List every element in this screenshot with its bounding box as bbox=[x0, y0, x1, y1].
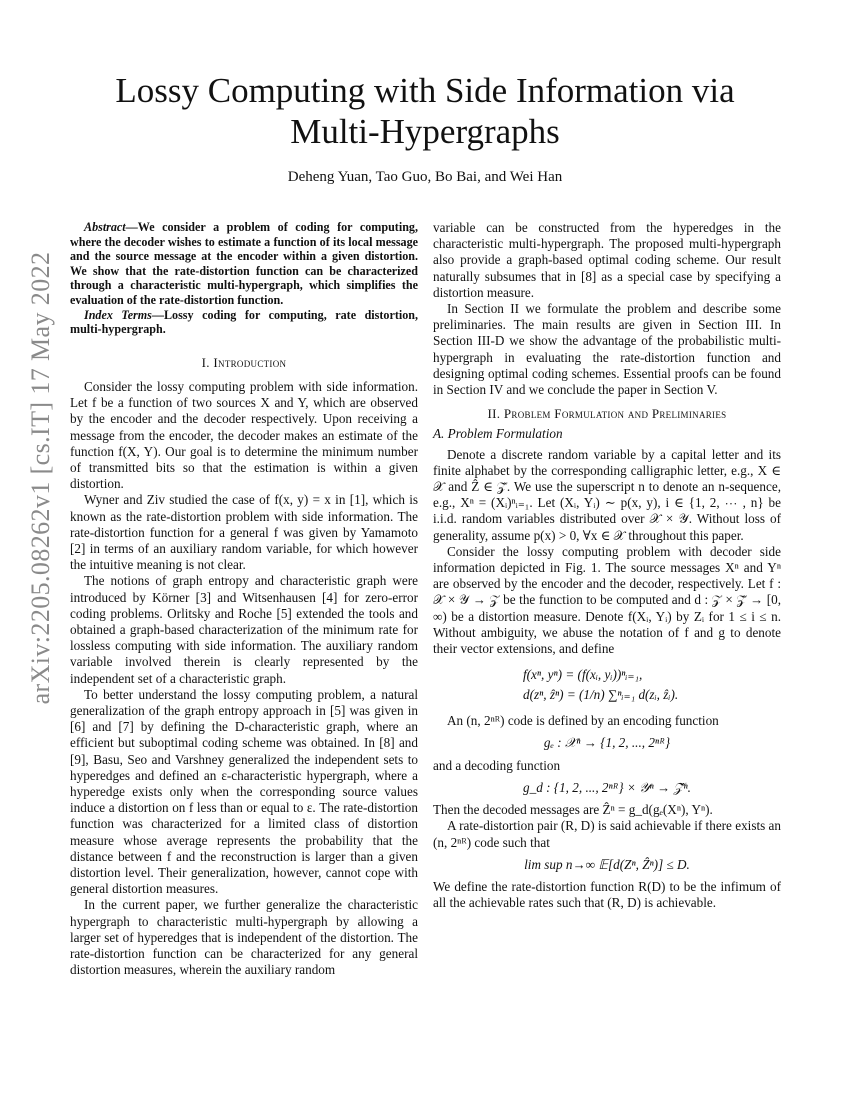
abstract bbox=[70, 220, 418, 308]
right-paragraph-2: In Section II we formulate the problem and describe some preliminaries. The main results are given in Section III. In Section III-D we show the advantage of the probabilistic multi-hypergraph in evaluating the rate-distortion function and designing optimal coding schemes. Essential proofs can be found in Section IV and we conclude the paper in Section V. bbox=[433, 301, 781, 398]
abstract-label: Abstract bbox=[84, 220, 126, 234]
intro-paragraph-3: The notions of graph entropy and characteristic graph were introduced by Körner [3] and Witsenhausen [4] for zero-error coding problems. Orlitsky and Roche [5] extended the tools and obtained a graph-based characterization of the minimum rate for lossless computing with side information. The auxiliary random variable involved therein is clearly represented by the independent set of a characteristic graph. bbox=[70, 573, 418, 686]
intro-paragraph-1: Consider the lossy computing problem with side information. Let f be a function of two sources X and Y, which are observed by the encoder and the decoder respectively. Upon receiving a message from the encoder, the decoder makes an estimate of the function f(X, Y). Our goal is to determine the minimum number of transmitted bits so that the estimation is within a given distortion. bbox=[70, 378, 418, 492]
right-paragraph-9: We define the rate-distortion function R(D) to be the infimum of all the achievable rates such that (R, D) is achievable. bbox=[433, 878, 781, 911]
title-line-1: Lossy Computing with Side Information via bbox=[115, 71, 735, 110]
left-column bbox=[70, 220, 418, 978]
section-heading-introduction: I. Introduction bbox=[201, 354, 287, 370]
right-paragraph-6: and a decoding function bbox=[433, 757, 561, 773]
title-line-2: Multi-Hypergraphs bbox=[290, 112, 560, 151]
section-heading-problem-formulation: II. Problem Formulation and Preliminaries bbox=[487, 406, 727, 422]
right-paragraph-3: Denote a discrete random variable by a capital letter and its finite alphabet by the corresponding calligraphic letter, e.g., X ∈ 𝒳 and Ẑ ∈ 𝒵̂. We use the superscript n to denote an n-sequence, e.g., Xⁿ = (Xᵢ)ⁿᵢ₌₁. Let (Xᵢ, Yᵢ) ∼ p(x, y), i ∈ {1, 2, ⋯ , n} be i.i.d. random variables distributed over 𝒳 × 𝒴. Without loss of generality, assume p(x) > 0, ∀x ∈ 𝒳 throughout this paper. bbox=[433, 446, 781, 543]
right-paragraph-7: Then the decoded messages are Ẑⁿ = g_d(gₑ(Xⁿ), Yⁿ). bbox=[433, 802, 713, 818]
equation-function-vector: f(xⁿ, yⁿ) = (f(xᵢ, yᵢ))ⁿᵢ₌₁, bbox=[523, 667, 643, 683]
right-paragraph-1: variable can be constructed from the hyperedges in the characteristic multi-hypergraph. The proposed multi-hypergraph also provide a graph-based optimal coding scheme. Our result naturally subsumes that in [8] as a special case by specifying a distortion measure. bbox=[433, 220, 781, 300]
subsection-heading-problem-formulation: A. Problem Formulation bbox=[433, 426, 563, 442]
index-terms bbox=[70, 308, 418, 337]
equation-encoder: gₑ : 𝒳ⁿ → {1, 2, ..., 2ⁿᴿ} bbox=[543, 735, 671, 751]
right-paragraph-5: An (n, 2ⁿᴿ) code is defined by an encoding function bbox=[447, 713, 719, 729]
intro-paragraph-2: Wyner and Ziv studied the case of f(x, y) = x in [1], which is known as the rate-distortion problem with side information. The rate-distortion function for a general f was given by Yamamoto [2] in terms of an auxiliary random variable, for which however the intuitive meaning is not clear. bbox=[70, 492, 418, 573]
equation-block-definitions bbox=[523, 665, 781, 705]
right-column bbox=[433, 220, 781, 911]
equation-decoder: g_d : {1, 2, ..., 2ⁿᴿ} × 𝒴ⁿ → 𝒵̂ⁿ. bbox=[523, 779, 691, 795]
equation-distortion-average: d(zⁿ, ẑⁿ) = (1/n) ∑ⁿᵢ₌₁ d(zᵢ, ẑᵢ). bbox=[523, 687, 679, 703]
arxiv-stamp-text: arXiv:2205.08262v1 [cs.IT] 17 May 2022 bbox=[26, 251, 55, 705]
index-terms-label: Index Terms bbox=[84, 307, 152, 322]
right-paragraph-4: Consider the lossy computing problem with decoder side information depicted in Fig. 1. The source messages Xⁿ and Yⁿ are observed by the encoder and the decoder, respectively. Let f : 𝒳 × 𝒴 → 𝒵 be the function to be computed and d : 𝒵 × 𝒵̂ → [0, ∞) be a distortion measure. Denote f(Xᵢ, Yᵢ) by Zᵢ for 1 ≤ i ≤ n. Without ambiguity, we abuse the notation of f and g to denote their vector extensions, and define bbox=[433, 543, 781, 657]
paper-title bbox=[100, 70, 750, 152]
abstract-text: —We consider a problem of coding for computing, where the decoder wishes to estimate a function of its local message and the source message at the encoder within a given distortion. We show that the rate-distortion function can be characterized through a characteristic multi-hypergraph, which simplifies the evaluation of the rate-distortion function. bbox=[70, 220, 418, 307]
equation-achievability: lim sup n→∞ 𝔼[d(Zⁿ, Ẑⁿ)] ≤ D. bbox=[524, 856, 690, 872]
intro-paragraph-5: In the current paper, we further generalize the characteristic hypergraph to characteristic multi-hypergraph by allowing a larger set of hyperedges that is independent of the distortion. The rate-distortion function can be characterized for any general distortion measures, wherein the auxiliary random bbox=[70, 897, 418, 978]
intro-paragraph-4: To better understand the lossy computing problem, a natural generalization of the graph entropy approach in [5] was given in [6] and [7] by defining the D-characteristic graph, where an efficient but suboptimal coding scheme was obtained. In [8] and [9], Basu, Seo and Varshney generalized the independent sets to hyperedges and defined an ε-characteristic hypergraph, where a hyperedge exists only when the corresponding source values induce a distortion on f less than or equal to ε. The rate-distortion function was characterized for a limited class of distortion measure whose average represents the probability that the distance between f and the reconstruction is larger than a given distortion level. Their generalization, however, cannot cope with general distortion measures. bbox=[70, 686, 418, 897]
author-list: Deheng Yuan, Tao Guo, Bo Bai, and Wei Han bbox=[287, 169, 563, 185]
right-paragraph-8: A rate-distortion pair (R, D) is said achievable if there exists an (n, 2ⁿᴿ) code such that bbox=[433, 818, 781, 850]
index-terms-text: —Lossy coding for computing, rate distortion, multi-hypergraph. bbox=[70, 307, 418, 337]
arxiv-stamp bbox=[21, 251, 61, 705]
